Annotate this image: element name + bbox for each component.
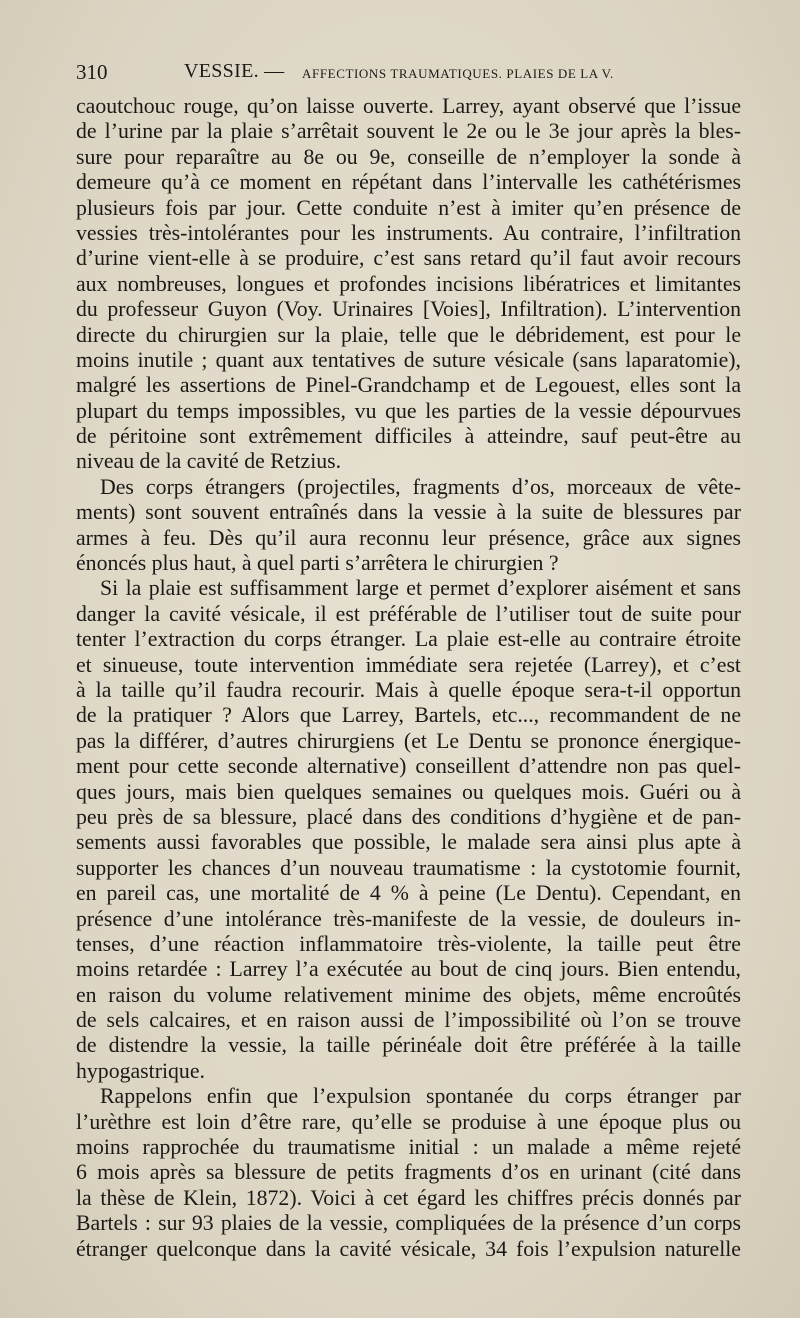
- text-line: en pareil cas, une mortalité de 4 % à peine (Le Dentu). Cependant, en: [76, 881, 741, 906]
- text-line: danger la cavité vésicale, il est préférable de l’utiliser tout de suite pour: [76, 601, 741, 626]
- running-subtitle: AFFECTIONS TRAUMATIQUES. PLAIES DE LA V.: [302, 66, 614, 81]
- text-line: supporter les chances d’un nouveau traumatisme : la cystotomie fournit,: [76, 855, 741, 880]
- text-line: d’urine vient-elle à se produire, c’est sans retard qu’il faut avoir recours: [76, 246, 741, 271]
- text-line: Si la plaie est suffisamment large et permet d’explorer aisément et sans: [100, 576, 741, 601]
- text-line: l’urèthre est loin d’être rare, qu’elle se produise à une époque plus ou: [76, 1109, 741, 1134]
- text-line: sure pour reparaître au 8e ou 9e, conseille de n’employer la sonde à: [76, 144, 741, 169]
- text-line: Rappelons enfin que l’expulsion spontanée du corps étranger par: [100, 1084, 741, 1109]
- text-line: 6 mois après sa blessure de petits fragments d’os en urinant (cité dans: [76, 1160, 741, 1185]
- text-line: peu près de sa blessure, placé dans des conditions d’hygiène et de pan-: [76, 804, 741, 829]
- text-line: plupart du temps impossibles, vu que les parties de la vessie dépourvues: [76, 398, 741, 423]
- text-line: malgré les assertions de Pinel-Grandchamp et de Legouest, elles sont la: [76, 373, 741, 398]
- text-line: de l’urine par la plaie s’arrêtait souvent le 2e ou le 3e jour après la bles-: [76, 119, 741, 144]
- text-line: armes à feu. Dès qu’il aura reconnu leur présence, grâce aux signes: [76, 525, 741, 550]
- text-line: présence d’une intolérance très-manifeste de la vessie, de douleurs in-: [76, 906, 741, 931]
- text-line: directe du chirurgien sur la plaie, telle que le débridement, est pour le: [76, 322, 741, 347]
- text-line: Des corps étrangers (projectiles, fragments d’os, morceaux de vête-: [100, 474, 741, 499]
- text-line: tenses, d’une réaction inflammatoire très-violente, la taille peut être: [76, 931, 741, 956]
- text-line: moins retardée : Larrey l’a exécutée au bout de cinq jours. Bien entendu,: [76, 957, 741, 982]
- text-line: moins inutile ; quant aux tentatives de suture vésicale (sans laparatomie),: [76, 347, 741, 372]
- text-line: aux nombreuses, longues et profondes incisions libératrices et limitantes: [76, 271, 741, 296]
- text-line: ment pour cette seconde alternative) conseillent d’attendre non pas quel-: [76, 754, 741, 779]
- text-line: ments) sont souvent entraînés dans la vessie à la suite de blessures par: [76, 500, 741, 525]
- text-line: ques jours, mais bien quelques semaines ou quelques mois. Guéri ou à: [76, 779, 741, 804]
- text-line: caoutchouc rouge, qu’on laisse ouverte. Larrey, ayant observé que l’issue: [76, 94, 741, 118]
- text-line: niveau de la cavité de Retzius.: [76, 449, 342, 474]
- text-line: plusieurs fois par jour. Cette conduite n’est à imiter qu’en présence de: [76, 195, 741, 220]
- running-header: [76, 60, 741, 92]
- text-line: du professeur Guyon (Voy. Urinaires [Voies], Infiltration). L’intervention: [76, 297, 741, 322]
- page-number: 310: [76, 60, 108, 84]
- text-line: de distendre la vessie, la taille périnéale doit être préférée à la taille: [76, 1033, 741, 1058]
- text-line: à la taille qu’il faudra recourir. Mais à quelle époque sera-t-il opportun: [76, 677, 741, 702]
- text-line: moins rapprochée du traumatisme initial : un malade a même rejeté: [76, 1135, 741, 1160]
- text-line: demeure qu’à ce moment en répétant dans l’intervalle les cathétérismes: [76, 170, 741, 195]
- running-title: VESSIE. —: [184, 60, 285, 82]
- text-line: hypogastrique.: [76, 1058, 205, 1083]
- text-line: la thèse de Klein, 1872). Voici à cet égard les chiffres précis donnés par: [76, 1185, 741, 1210]
- text-line: de péritoine sont extrêmement difficiles à atteindre, sauf peut-être au: [76, 424, 741, 449]
- text-line: de la pratiquer ? Alors que Larrey, Bartels, etc..., recommandent de ne: [76, 703, 741, 728]
- text-line: énoncés plus haut, à quel parti s’arrêtera le chirurgien ?: [76, 551, 559, 576]
- body-text: [76, 94, 741, 1262]
- text-line: pas la différer, d’autres chirurgiens (et Le Dentu se prononce énergique-: [76, 728, 741, 753]
- text-line: Bartels : sur 93 plaies de la vessie, compliquées de la présence d’un corps: [76, 1211, 741, 1236]
- text-line: étranger quelconque dans la cavité vésicale, 34 fois l’expulsion naturelle: [76, 1236, 741, 1261]
- text-line: de sels calcaires, et en raison aussi de l’impossibilité où l’on se trouve: [76, 1008, 741, 1033]
- text-line: vessies très-intolérantes pour les instruments. Au contraire, l’infiltration: [76, 220, 741, 245]
- text-line: tenter l’extraction du corps étranger. La plaie est-elle au contraire étroite: [76, 627, 741, 652]
- text-line: et sinueuse, toute intervention immédiate sera rejetée (Larrey), et c’est: [76, 652, 741, 677]
- text-line: en raison du volume relativement minime des objets, même encroûtés: [76, 982, 741, 1007]
- text-line: sements aussi favorables que possible, le malade sera ainsi plus apte à: [76, 830, 741, 855]
